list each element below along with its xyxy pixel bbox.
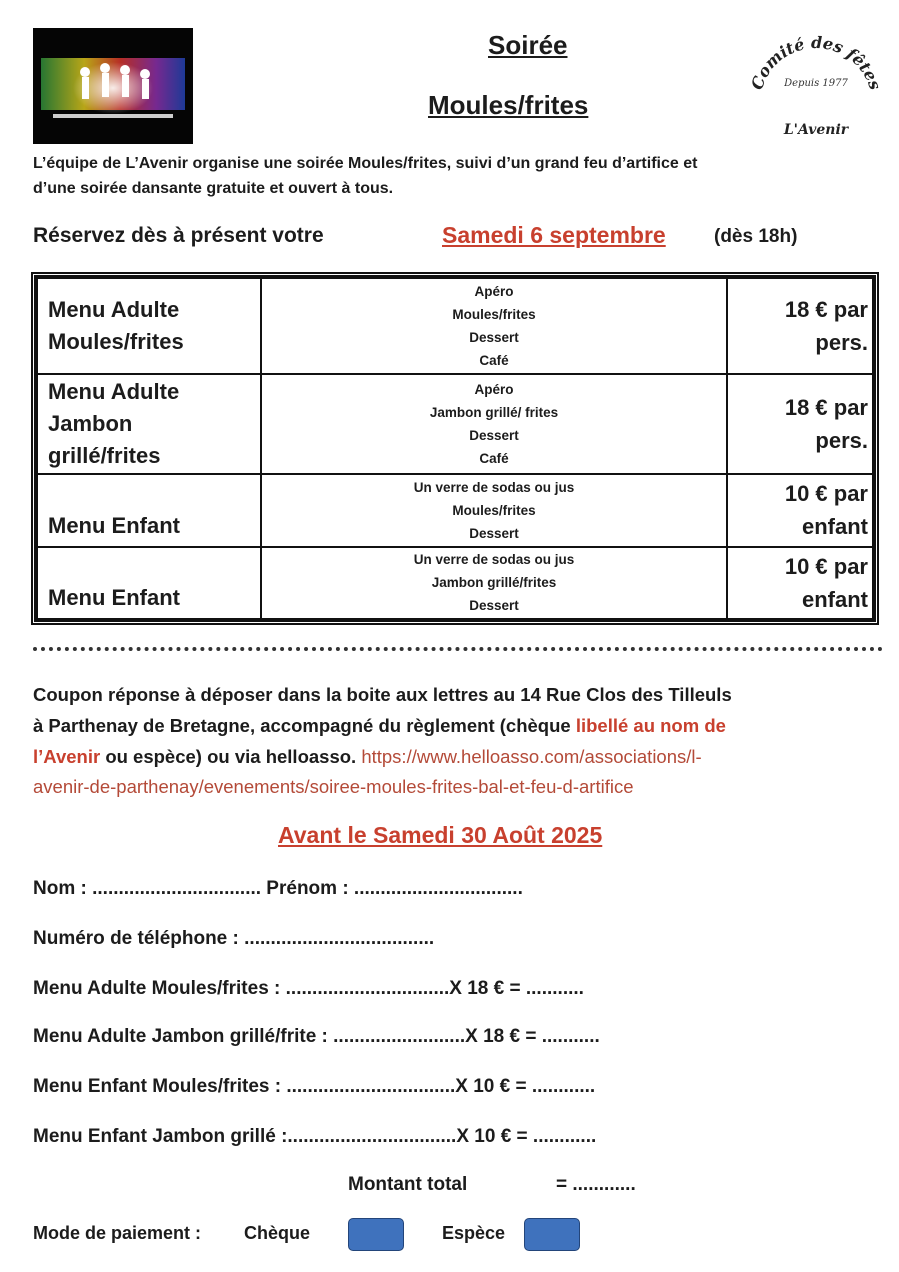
menu-price-line: pers.: [815, 427, 868, 453]
name-field[interactable]: Nom : ................................ Prénom : ................................: [33, 878, 523, 899]
menu-name-line: Jambon: [48, 410, 133, 436]
coupon-line-3: [33, 746, 702, 768]
coupon-line-1: Coupon réponse à déposer dans la boite aux lettres au 14 Rue Clos des Tilleuls: [33, 684, 732, 705]
menu-items: [261, 547, 727, 620]
menu-price-line: 10 € par: [784, 553, 868, 579]
menu-item: Dessert: [469, 525, 519, 541]
menu-name-line: Menu Adulte: [48, 378, 180, 404]
stamp-top-text: Comité des fêtes: [748, 32, 884, 93]
menu-item: Jambon grillé/frites: [431, 575, 557, 591]
cut-line-separator: [33, 633, 883, 651]
adult-moules-field[interactable]: Menu Adulte Moules/frites : ...............................X 18 € = ...........: [33, 978, 584, 999]
event-date: Samedi 6 septembre: [442, 222, 666, 248]
menu-item: Dessert: [469, 427, 519, 443]
coupon-line-4: [33, 776, 633, 798]
helloasso-link-continued[interactable]: avenir-de-parthenay/evenements/soiree-moules-frites-bal-et-feu-d-artifice: [33, 776, 634, 797]
menu-price: [727, 547, 873, 620]
coupon-text: à Parthenay de Bretagne, accompagné du règlement (chèque: [33, 715, 571, 736]
title-line-1: Soirée: [488, 30, 568, 60]
menu-item: Un verre de sodas ou jus: [413, 479, 575, 495]
menu-item: Moules/frites: [452, 306, 536, 322]
menu-items: [261, 374, 727, 474]
menu-row: [37, 547, 873, 620]
menu-item: Café: [479, 352, 509, 368]
espece-checkbox[interactable]: [524, 1218, 580, 1251]
committee-stamp-logo: [748, 26, 884, 142]
menu-price: [727, 278, 873, 374]
menu-items: [261, 474, 727, 546]
menu-item: Un verre de sodas ou jus: [413, 552, 575, 568]
menu-price-line: 10 € par: [784, 481, 868, 507]
cheque-label: Chèque: [244, 1223, 311, 1243]
child-jambon-field[interactable]: Menu Enfant Jambon grillé :................................X 10 € = ............: [33, 1126, 597, 1147]
event-logo-image: [33, 28, 193, 144]
coupon-line-2: [33, 715, 726, 737]
menu-price-line: 18 € par: [784, 394, 868, 420]
coupon-highlight: l’Avenir: [33, 746, 101, 767]
phone-field[interactable]: Numéro de téléphone : ....................................: [33, 928, 435, 949]
menu-price-line: enfant: [802, 514, 868, 540]
stamp-middle-text: Depuis 1977: [784, 78, 848, 89]
coupon-text: ou espèce) ou via helloasso.: [105, 746, 357, 767]
menu-item: Moules/frites: [452, 502, 536, 518]
menu-item: Dessert: [469, 598, 519, 614]
coupon-highlight: libellé au nom de: [575, 715, 726, 736]
menu-name-line: Menu Adulte: [48, 296, 180, 322]
menu-price: [727, 474, 873, 546]
menu-price-line: enfant: [802, 586, 868, 612]
menu-item: Jambon grillé/ frites: [429, 404, 559, 420]
menu-price: [727, 374, 873, 474]
total-label: Montant total: [348, 1174, 468, 1195]
menu-name: [37, 474, 261, 546]
intro-line-2: d’une soirée dansante gratuite et ouvert à tous.: [33, 180, 394, 197]
menu-name-line: Menu Enfant: [48, 585, 180, 610]
menu-item: Dessert: [469, 329, 519, 345]
stamp-bottom-text: L'Avenir: [783, 122, 849, 138]
helloasso-link[interactable]: https://www.helloasso.com/associations/l-: [361, 746, 702, 767]
menu-item: Café: [479, 450, 509, 466]
menu-item: Apéro: [474, 283, 514, 299]
menu-name-line: Moules/frites: [48, 328, 184, 354]
menu-row: [37, 374, 873, 474]
child-moules-field[interactable]: Menu Enfant Moules/frites : ................................X 10 € = ............: [33, 1076, 596, 1097]
menu-name-line: Menu Enfant: [48, 512, 180, 538]
intro-line-1: L’équipe de L’Avenir organise une soirée Moules/frites, suivi d’un grand feu d’artifice et: [33, 155, 698, 172]
menu-row: [37, 278, 873, 374]
event-time: (dès 18h): [714, 226, 798, 247]
deadline: Avant le Samedi 30 Août 2025: [278, 822, 603, 848]
menu-name: [37, 278, 261, 374]
menu-price-line: pers.: [815, 329, 868, 355]
total-field[interactable]: = ............: [556, 1174, 636, 1195]
reservation-prefix: Réservez dès à présent votre: [33, 224, 324, 247]
menu-name: [37, 547, 261, 620]
menu-table: [31, 272, 879, 625]
espece-label: Espèce: [442, 1223, 506, 1243]
menu-items: [261, 278, 727, 374]
menu-price-line: 18 € par: [784, 296, 868, 322]
cheque-checkbox[interactable]: [348, 1218, 404, 1251]
menu-name-line: grillé/frites: [48, 442, 161, 468]
menu-item: Apéro: [474, 381, 514, 397]
menu-row: [37, 474, 873, 546]
title-line-2: Moules/frites: [428, 90, 589, 120]
payment-label: Mode de paiement :: [33, 1223, 202, 1243]
menu-name: [37, 374, 261, 474]
adult-jambon-field[interactable]: Menu Adulte Jambon grillé/frite : .........................X 18 € = ...........: [33, 1026, 600, 1047]
